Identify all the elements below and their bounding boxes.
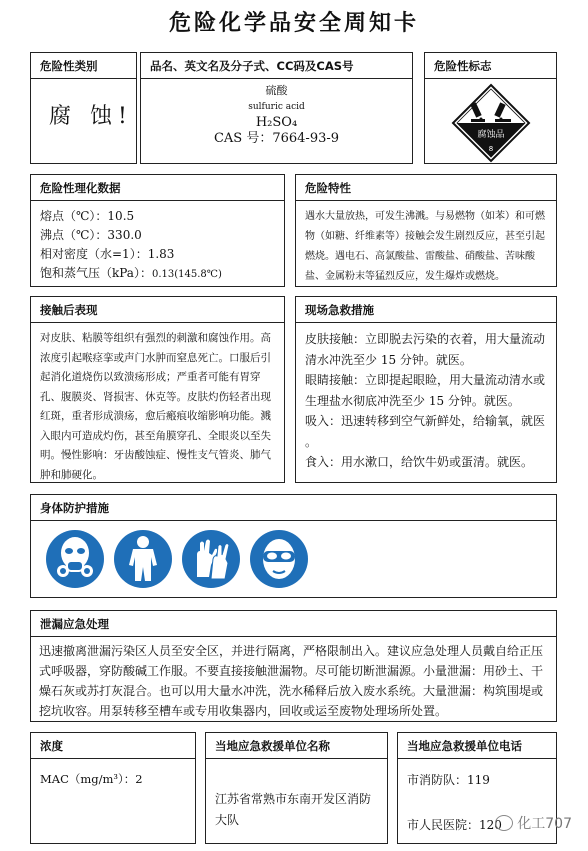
- chemical-name-en: sulfuric acid: [248, 102, 305, 112]
- boiling-point: 沸点（℃）：330.0: [40, 228, 142, 242]
- watermark: [495, 813, 572, 833]
- hazard-category-header: 危险性类别: [31, 53, 136, 79]
- hazard-sign-box: [424, 52, 557, 164]
- hazard-sign-header: 危险性标志: [425, 53, 556, 79]
- gloves-icon: [181, 529, 241, 589]
- cas-number: CAS 号：7664-93-9: [213, 131, 340, 146]
- hospital-phone: 市人民医院：120: [407, 818, 502, 832]
- spill-response-header: 泄漏应急处理: [31, 611, 556, 637]
- chemical-identity-box: [140, 52, 413, 164]
- hazard-characteristics-box: [295, 174, 557, 287]
- first-aid-header: 现场急救措施: [296, 297, 556, 323]
- protective-suit-icon: [113, 529, 173, 589]
- first-aid-skin: 皮肤接触：立即脱去污染的衣着，用大量流动清水冲洗至少 15 分钟。就医。: [305, 332, 546, 367]
- mac-value: MAC（mg/m³）：2: [40, 772, 143, 786]
- physical-data-header: 危险性理化数据: [31, 175, 284, 201]
- spill-response-box: [30, 610, 557, 722]
- chemical-identity-header: 品名、英文名及分子式、CC码及CAS号: [141, 53, 412, 79]
- concentration-header: 浓度: [31, 733, 195, 759]
- sign-label: 腐蚀品: [476, 130, 505, 140]
- hazard-characteristics-header: 危险特性: [296, 175, 556, 201]
- hazard-characteristics-text: 遇水大量放热，可发生沸溅。与易燃物（如苯）和可燃物（如糖、纤维素等）接触会发生剧烈反应，甚至引起燃烧。遇电石、高氯酸盐、雷酸盐、硝酸盐、苦味酸盐、金属粉末等猛烈反应，发生爆炸或燃烧。: [305, 211, 545, 282]
- contact-symptoms-text: 对皮肤、粘膜等组织有强烈的刺激和腐蚀作用。高浓度引起喉痉挛或声门水肿而窒息死亡。口服后引起消化道烧伤以致溃疡形成；严重者可能有胃穿孔、腹膜炎、肾损害、休克等。皮肤灼伤轻者出现红斑，重者形成溃疡，愈后瘢痕收缩影响功能。溅入眼内可造成灼伤，甚至角膜穿孔、全眼炎以至失明。慢性影响：牙齿酸蚀症、慢性支气管炎、肺气肿和肺硬化。: [40, 332, 271, 481]
- sign-class-number: 8: [488, 145, 493, 153]
- first-aid-box: [295, 296, 557, 483]
- rescue-unit-box: [205, 732, 388, 844]
- melting-point: 熔点（℃）：10.5: [40, 209, 135, 223]
- physical-data-box: [30, 174, 285, 287]
- body-protection-header: 身体防护措施: [31, 495, 556, 521]
- hazard-category-value: 腐 蚀!: [49, 104, 133, 129]
- goggles-icon: [249, 529, 309, 589]
- rescue-phone-header: 当地应急救援单位电话: [398, 733, 556, 759]
- concentration-box: [30, 732, 196, 844]
- first-aid-inhalation: 吸入：迅速转移到空气新鲜处，给输氧，就医 。: [305, 414, 546, 449]
- respirator-icon: [45, 529, 105, 589]
- chemical-name-cn: 硫酸: [265, 84, 288, 97]
- hazard-category-box: [30, 52, 137, 164]
- rescue-unit-header: 当地应急救援单位名称: [206, 733, 387, 759]
- watermark-text: 化工707: [517, 816, 572, 832]
- fire-brigade-phone: 市消防队：119: [407, 773, 490, 787]
- rescue-unit-name: 江苏省常熟市东南开发区消防大队: [215, 792, 372, 827]
- first-aid-eye: 眼睛接触：立即提起眼睑，用大量流动清水或生理盐水彻底冲洗至少 15 分钟。就医。: [305, 373, 546, 408]
- card-title: 危险化学品安全周知卡: [168, 11, 419, 36]
- contact-symptoms-header: 接触后表现: [31, 297, 284, 323]
- body-protection-box: [30, 494, 557, 598]
- chemical-formula: H₂SO₄: [255, 115, 298, 130]
- vapor-pressure: [40, 264, 275, 284]
- vapor-pressure-value: 0.13(145.8℃): [151, 269, 222, 280]
- corrosive-diamond-icon: [451, 83, 531, 163]
- wechat-icon: [495, 815, 513, 831]
- vapor-pressure-label: 饱和蒸气压（kPa）：: [40, 266, 152, 280]
- spill-response-text: 迅速撤离泄漏污染区人员至安全区，并进行隔离，严格限制出入。建议应急处理人员戴自给正压式呼吸器，穿防酸碱工作服。不要直接接触泄漏物。尽可能切断泄漏源。小量泄漏：用砂土、干燥石灰或苏打灰混合。也可以用大量水冲洗，洗水稀释后放入废水系统。大量泄漏：构筑围堤或挖坑收容。用泵转移至槽车或专用收集器内，回收或运至废物处理场所处置。: [39, 644, 544, 718]
- contact-symptoms-box: [30, 296, 285, 483]
- relative-density: 相对密度（水=1）：1.83: [40, 247, 175, 261]
- first-aid-ingestion: 食入：用水漱口，给饮牛奶或蛋清。就医。: [305, 455, 534, 469]
